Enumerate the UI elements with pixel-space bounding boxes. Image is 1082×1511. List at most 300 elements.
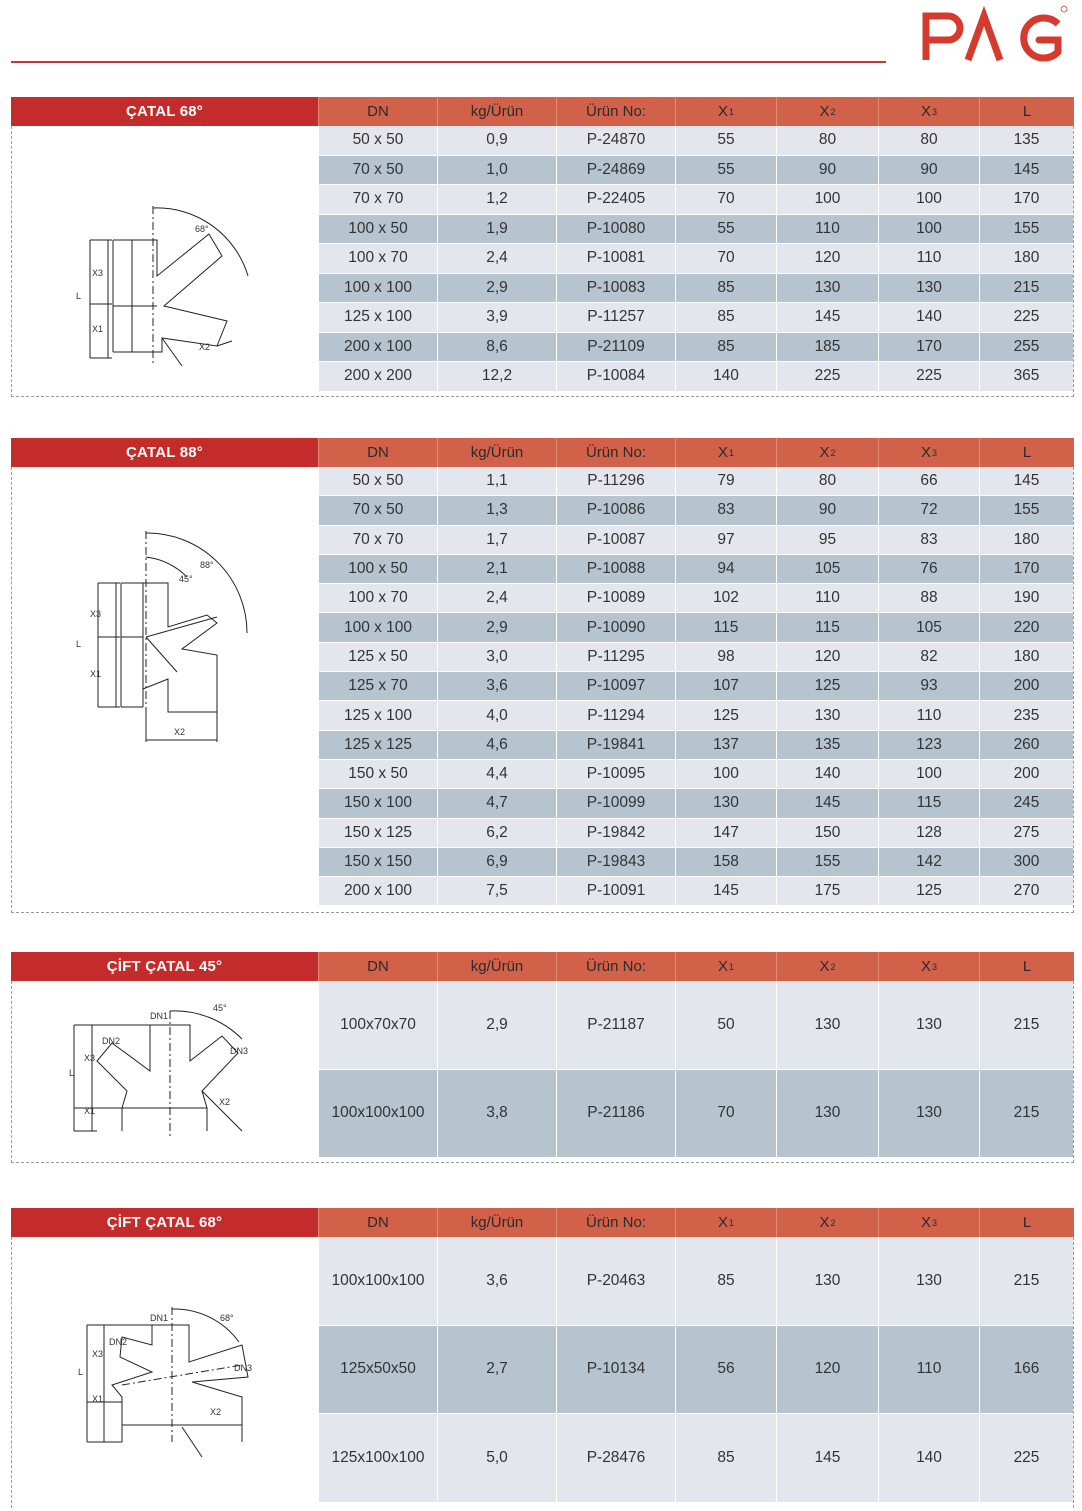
cell-x1: 140 [675,362,776,392]
cell-l: 180 [979,244,1073,274]
data-table [318,1237,1073,1508]
data-table [318,467,1073,912]
col-x3: X 3 [878,1208,979,1237]
table-row [318,1070,1073,1159]
col-dn: DN [318,952,437,981]
table-row [318,1326,1073,1415]
col-x2: X 2 [776,438,878,467]
cell-dn: 100 x 100 [318,613,437,642]
cell-dn: 70 x 70 [318,526,437,555]
cell-x3: 100 [878,185,979,215]
col-urun-no: Ürün No: [556,438,675,467]
fitting-diagram [12,467,318,912]
cell-urun-no: P-21109 [556,333,675,363]
cell-x2: 80 [776,126,878,156]
cell-l: 170 [979,555,1073,584]
table-row [318,819,1073,848]
cell-x3: 82 [878,643,979,672]
svg-text:X3: X3 [84,1053,96,1063]
cell-x3: 225 [878,362,979,392]
cell-dn: 100 x 50 [318,555,437,584]
col-dn: DN [318,97,437,126]
cell-kg: 3,8 [437,1070,556,1159]
cell-kg: 1,1 [437,467,556,496]
cell-x1: 55 [675,215,776,245]
cell-x2: 130 [776,981,878,1070]
fitting-diagram [12,1237,318,1508]
svg-text:88°: 88° [200,560,214,570]
cell-x1: 85 [675,1414,776,1503]
cell-x3: 72 [878,496,979,525]
cell-urun-no: P-21187 [556,981,675,1070]
cell-l: 190 [979,584,1073,613]
col-dn: DN [318,1208,437,1237]
cell-dn: 150 x 125 [318,819,437,848]
svg-text:45°: 45° [179,574,193,584]
cell-dn: 125x100x100 [318,1414,437,1503]
cell-dn: 150 x 50 [318,760,437,789]
cell-l: 145 [979,156,1073,186]
cell-urun-no: P-10099 [556,789,675,818]
cell-kg: 2,9 [437,613,556,642]
cell-kg: 4,0 [437,701,556,730]
cell-dn: 100 x 70 [318,244,437,274]
cell-x1: 130 [675,789,776,818]
cell-x1: 70 [675,185,776,215]
cell-kg: 1,3 [437,496,556,525]
svg-text:L: L [69,1068,75,1078]
svg-text:68°: 68° [195,224,209,234]
cell-x2: 120 [776,643,878,672]
cell-kg: 2,4 [437,244,556,274]
col-l: L [979,97,1074,126]
cell-x1: 50 [675,981,776,1070]
col-l: L [979,1208,1074,1237]
cell-x3: 105 [878,613,979,642]
cell-x1: 83 [675,496,776,525]
cell-dn: 150 x 150 [318,848,437,877]
cell-x2: 80 [776,467,878,496]
cell-urun-no: P-22405 [556,185,675,215]
cell-kg: 1,0 [437,156,556,186]
cell-l: 215 [979,1237,1073,1326]
cell-x1: 147 [675,819,776,848]
col-x1: X 1 [675,438,776,467]
cell-x2: 105 [776,555,878,584]
cell-x2: 150 [776,819,878,848]
cell-x2: 120 [776,244,878,274]
col-x3: X 3 [878,97,979,126]
table-row [318,877,1073,906]
fitting-diagram [12,981,318,1162]
cell-x3: 125 [878,877,979,906]
cell-dn: 125x50x50 [318,1326,437,1415]
cell-x3: 130 [878,274,979,304]
svg-text:L: L [76,639,82,649]
cell-l: 166 [979,1326,1073,1415]
cell-x3: 100 [878,215,979,245]
svg-text:DN3: DN3 [230,1046,249,1056]
cell-x2: 185 [776,333,878,363]
table-header [11,97,1074,126]
cell-kg: 1,9 [437,215,556,245]
cell-x2: 145 [776,789,878,818]
section-catal-68 [11,97,1074,397]
cell-kg: 3,6 [437,672,556,701]
cell-dn: 100 x 70 [318,584,437,613]
cell-x2: 90 [776,156,878,186]
cell-l: 200 [979,672,1073,701]
section-cift-catal-45 [11,952,1074,1163]
table-row [318,526,1073,555]
cell-urun-no: P-10090 [556,613,675,642]
cell-urun-no: P-10095 [556,760,675,789]
cell-x3: 140 [878,1414,979,1503]
cell-dn: 125 x 100 [318,701,437,730]
cell-x3: 110 [878,244,979,274]
cell-x3: 110 [878,1326,979,1415]
cell-kg: 1,2 [437,185,556,215]
cell-kg: 0,9 [437,126,556,156]
table-row [318,672,1073,701]
cell-l: 155 [979,496,1073,525]
cell-x2: 145 [776,303,878,333]
cell-kg: 4,6 [437,731,556,760]
col-x1: X 1 [675,1208,776,1237]
cell-l: 180 [979,526,1073,555]
col-kg: kg/Ürün [437,1208,556,1237]
cell-kg: 3,0 [437,643,556,672]
svg-text:X3: X3 [92,1349,104,1359]
cell-l: 225 [979,1414,1073,1503]
section-title: ÇATAL 88° [11,438,318,467]
svg-text:DN1: DN1 [150,1011,169,1021]
cell-x1: 85 [675,274,776,304]
cell-urun-no: P-10097 [556,672,675,701]
cell-dn: 70 x 50 [318,156,437,186]
table-row [318,244,1073,274]
cell-dn: 50 x 50 [318,126,437,156]
cell-x2: 175 [776,877,878,906]
cell-x1: 107 [675,672,776,701]
cell-urun-no: P-10088 [556,555,675,584]
svg-text:X2: X2 [210,1407,222,1417]
cell-dn: 100x100x100 [318,1237,437,1326]
cell-x3: 130 [878,1237,979,1326]
svg-text:L: L [76,291,82,301]
cell-x2: 120 [776,1326,878,1415]
svg-text:DN2: DN2 [102,1036,121,1046]
data-table [318,981,1073,1162]
cell-urun-no: P-10084 [556,362,675,392]
table-row [318,731,1073,760]
cell-kg: 2,4 [437,584,556,613]
table-row [318,215,1073,245]
cell-l: 200 [979,760,1073,789]
cell-x3: 93 [878,672,979,701]
cell-l: 145 [979,467,1073,496]
cell-x2: 130 [776,701,878,730]
svg-text:DN2: DN2 [109,1337,128,1347]
cell-kg: 6,2 [437,819,556,848]
table-header [11,952,1074,981]
cell-l: 215 [979,274,1073,304]
cell-urun-no: P-10083 [556,274,675,304]
cell-urun-no: P-11294 [556,701,675,730]
cell-l: 220 [979,613,1073,642]
cell-dn: 70 x 50 [318,496,437,525]
cell-x1: 85 [675,333,776,363]
cell-x1: 94 [675,555,776,584]
cell-l: 255 [979,333,1073,363]
cell-x3: 128 [878,819,979,848]
cell-dn: 50 x 50 [318,467,437,496]
table-row [318,643,1073,672]
table-row [318,496,1073,525]
cell-urun-no: P-28476 [556,1414,675,1503]
cell-kg: 2,9 [437,981,556,1070]
cell-l: 235 [979,701,1073,730]
cell-x2: 135 [776,731,878,760]
cell-x1: 85 [675,303,776,333]
table-row [318,584,1073,613]
cell-x3: 123 [878,731,979,760]
section-cift-catal-68 [11,1208,1074,1508]
cell-urun-no: P-24870 [556,126,675,156]
cell-x2: 90 [776,496,878,525]
svg-text:45°: 45° [213,1003,227,1013]
table-row [318,303,1073,333]
col-x2: X 2 [776,1208,878,1237]
fitting-diagram [12,126,318,396]
svg-text:DN1: DN1 [150,1313,169,1323]
cell-x3: 76 [878,555,979,584]
cell-dn: 200 x 200 [318,362,437,392]
cell-x3: 110 [878,701,979,730]
svg-text:X1: X1 [92,324,104,334]
cell-l: 245 [979,789,1073,818]
cell-x2: 225 [776,362,878,392]
section-title: ÇİFT ÇATAL 45° [11,952,318,981]
svg-text:X2: X2 [199,342,211,352]
cell-x3: 140 [878,303,979,333]
cell-x1: 70 [675,244,776,274]
col-l: L [979,438,1074,467]
cell-l: 180 [979,643,1073,672]
cell-urun-no: P-11296 [556,467,675,496]
svg-text:X1: X1 [84,1106,96,1116]
cell-x1: 100 [675,760,776,789]
cell-l: 155 [979,215,1073,245]
table-header [11,1208,1074,1237]
col-urun-no: Ürün No: [556,1208,675,1237]
col-x2: X 2 [776,97,878,126]
cell-kg: 3,6 [437,1237,556,1326]
cell-dn: 125 x 100 [318,303,437,333]
svg-text:X2: X2 [174,727,186,737]
cell-x1: 98 [675,643,776,672]
cell-x3: 100 [878,760,979,789]
cell-l: 215 [979,1070,1073,1159]
cell-dn: 125 x 50 [318,643,437,672]
cell-dn: 150 x 100 [318,789,437,818]
cell-kg: 3,9 [437,303,556,333]
cell-urun-no: P-10091 [556,877,675,906]
cell-dn: 100x70x70 [318,981,437,1070]
cell-x1: 158 [675,848,776,877]
cell-l: 135 [979,126,1073,156]
cell-x2: 100 [776,185,878,215]
cell-urun-no: P-19841 [556,731,675,760]
cell-x1: 79 [675,467,776,496]
cell-kg: 4,4 [437,760,556,789]
table-row [318,701,1073,730]
cell-x1: 55 [675,156,776,186]
cell-urun-no: P-24869 [556,156,675,186]
cell-x1: 70 [675,1070,776,1159]
cell-urun-no: P-10134 [556,1326,675,1415]
svg-text:X3: X3 [90,609,102,619]
table-row [318,760,1073,789]
cell-kg: 1,7 [437,526,556,555]
cell-x2: 110 [776,584,878,613]
table-row [318,362,1073,392]
cell-urun-no: P-10081 [556,244,675,274]
cell-x2: 130 [776,274,878,304]
table-row [318,467,1073,496]
col-x1: X 1 [675,97,776,126]
cell-urun-no: P-21186 [556,1070,675,1159]
cell-x2: 115 [776,613,878,642]
cell-x1: 85 [675,1237,776,1326]
cell-l: 365 [979,362,1073,392]
cell-l: 275 [979,819,1073,848]
cell-x2: 95 [776,526,878,555]
cell-x1: 115 [675,613,776,642]
svg-text:X2: X2 [219,1097,231,1107]
cell-x1: 102 [675,584,776,613]
cell-kg: 6,9 [437,848,556,877]
pag-logo [918,4,1068,66]
cell-kg: 4,7 [437,789,556,818]
cell-kg: 8,6 [437,333,556,363]
col-dn: DN [318,438,437,467]
cell-x2: 125 [776,672,878,701]
cell-x2: 140 [776,760,878,789]
col-kg: kg/Ürün [437,438,556,467]
col-urun-no: Ürün No: [556,952,675,981]
svg-text:X3: X3 [92,268,104,278]
cell-x2: 130 [776,1070,878,1159]
cell-l: 225 [979,303,1073,333]
cell-kg: 5,0 [437,1414,556,1503]
cell-dn: 100 x 100 [318,274,437,304]
cell-x1: 145 [675,877,776,906]
cell-x3: 83 [878,526,979,555]
col-x3: X 3 [878,952,979,981]
table-row [318,156,1073,186]
cell-x1: 125 [675,701,776,730]
cell-urun-no: P-11257 [556,303,675,333]
col-kg: kg/Ürün [437,952,556,981]
cell-x1: 97 [675,526,776,555]
table-row [318,333,1073,363]
cell-dn: 200 x 100 [318,877,437,906]
svg-text:X1: X1 [92,1394,104,1404]
cell-urun-no: P-11295 [556,643,675,672]
cell-urun-no: P-10087 [556,526,675,555]
cell-x3: 130 [878,981,979,1070]
svg-text:L: L [78,1367,84,1377]
table-row [318,126,1073,156]
cell-kg: 7,5 [437,877,556,906]
cell-x3: 90 [878,156,979,186]
cell-kg: 12,2 [437,362,556,392]
table-row [318,1237,1073,1326]
col-kg: kg/Ürün [437,97,556,126]
cell-x3: 142 [878,848,979,877]
table-row [318,274,1073,304]
cell-dn: 100 x 50 [318,215,437,245]
section-catal-88 [11,438,1074,913]
cell-l: 300 [979,848,1073,877]
cell-kg: 2,1 [437,555,556,584]
table-row [318,613,1073,642]
cell-urun-no: P-20463 [556,1237,675,1326]
cell-x2: 130 [776,1237,878,1326]
cell-x2: 110 [776,215,878,245]
cell-kg: 2,9 [437,274,556,304]
svg-text:X1: X1 [90,669,102,679]
table-row [318,185,1073,215]
table-row [318,1414,1073,1503]
cell-l: 260 [979,731,1073,760]
cell-dn: 100x100x100 [318,1070,437,1159]
section-title: ÇATAL 68° [11,97,318,126]
svg-text:DN3: DN3 [234,1363,253,1373]
cell-x2: 145 [776,1414,878,1503]
cell-x2: 155 [776,848,878,877]
cell-x3: 130 [878,1070,979,1159]
cell-x3: 66 [878,467,979,496]
table-row [318,848,1073,877]
cell-x3: 170 [878,333,979,363]
cell-l: 270 [979,877,1073,906]
header-divider [11,61,886,63]
cell-urun-no: P-10086 [556,496,675,525]
svg-text:68°: 68° [220,1313,234,1323]
col-x1: X 1 [675,952,776,981]
cell-urun-no: P-19843 [556,848,675,877]
cell-urun-no: P-10089 [556,584,675,613]
col-l: L [979,952,1074,981]
data-table [318,126,1073,396]
cell-kg: 2,7 [437,1326,556,1415]
cell-x1: 56 [675,1326,776,1415]
table-row [318,555,1073,584]
table-row [318,789,1073,818]
cell-dn: 200 x 100 [318,333,437,363]
cell-x3: 80 [878,126,979,156]
table-header [11,438,1074,467]
cell-dn: 125 x 70 [318,672,437,701]
table-row [318,981,1073,1070]
cell-dn: 125 x 125 [318,731,437,760]
section-title: ÇİFT ÇATAL 68° [11,1208,318,1237]
cell-l: 215 [979,981,1073,1070]
col-x2: X 2 [776,952,878,981]
cell-l: 170 [979,185,1073,215]
